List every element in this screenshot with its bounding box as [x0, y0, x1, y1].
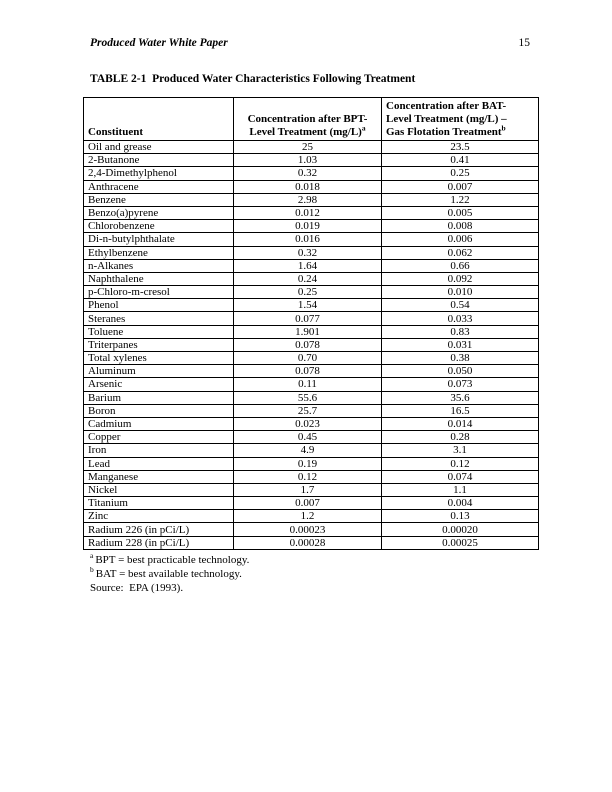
constituent-cell: Titanium [84, 497, 234, 510]
constituent-cell: Barium [84, 391, 234, 404]
bat-value-cell: 0.38 [382, 352, 539, 365]
bat-value-cell: 0.00020 [382, 523, 539, 536]
bpt-value-cell: 0.00023 [234, 523, 382, 536]
bpt-value-cell: 0.12 [234, 470, 382, 483]
bpt-value-cell: 0.24 [234, 272, 382, 285]
table-row [84, 167, 539, 180]
bpt-value-cell: 0.11 [234, 378, 382, 391]
bat-value-cell: 0.074 [382, 470, 539, 483]
column-header-bpt: Concentration after BPT- Level Treatment $(mg/L)^a$ [234, 98, 382, 141]
bat-value-cell: 35.6 [382, 391, 539, 404]
footnote-a [90, 553, 530, 567]
constituent-cell: p-Chloro-m-cresol [84, 286, 234, 299]
bat-value-cell: 23.5 [382, 141, 539, 154]
bat-value-cell: 0.12 [382, 457, 539, 470]
table-row [84, 483, 539, 496]
bpt-value-cell: 0.012 [234, 206, 382, 219]
table-row [84, 444, 539, 457]
table-row [84, 417, 539, 430]
bat-value-cell: 0.83 [382, 325, 539, 338]
table-row [84, 259, 539, 272]
bpt-value-cell: 1.901 [234, 325, 382, 338]
constituent-cell: Copper [84, 431, 234, 444]
bat-value-cell: 16.5 [382, 404, 539, 417]
constituent-cell: Ethylbenzene [84, 246, 234, 259]
constituent-cell: Nickel [84, 483, 234, 496]
table-row [84, 523, 539, 536]
table-row [84, 404, 539, 417]
bat-value-cell: 0.031 [382, 338, 539, 351]
constituent-cell: Arsenic [84, 378, 234, 391]
constituent-cell: n-Alkanes [84, 259, 234, 272]
bpt-value-cell: 0.32 [234, 246, 382, 259]
constituent-cell: Iron [84, 444, 234, 457]
table-row [84, 220, 539, 233]
bat-value-cell: 0.008 [382, 220, 539, 233]
bat-value-cell: 0.66 [382, 259, 539, 272]
constituent-cell: Triterpanes [84, 338, 234, 351]
bat-value-cell: 1.1 [382, 483, 539, 496]
header-superscript-a: a [361, 123, 366, 133]
bat-value-cell: 0.050 [382, 365, 539, 378]
footnote-a-marker: a [90, 551, 94, 561]
table-row [84, 431, 539, 444]
constituent-cell: Benzo(a)pyrene [84, 206, 234, 219]
constituent-cell: Total xylenes [84, 352, 234, 365]
column-header-bat: Concentration after BAT- Level Treatment (mg/L) – Gas Flotation Treatment$^b$ [382, 98, 539, 141]
bat-value-cell: 0.073 [382, 378, 539, 391]
table-row [84, 536, 539, 549]
constituent-cell: Oil and grease [84, 141, 234, 154]
constituent-cell: Radium 228 (in pCi/L) [84, 536, 234, 549]
bpt-value-cell: 0.016 [234, 233, 382, 246]
table-body [84, 141, 539, 550]
bat-value-cell: 0.092 [382, 272, 539, 285]
bpt-value-cell: 0.45 [234, 431, 382, 444]
bpt-value-cell: 25.7 [234, 404, 382, 417]
bat-value-cell: 0.007 [382, 180, 539, 193]
constituent-cell: Phenol [84, 299, 234, 312]
bpt-value-cell: 1.64 [234, 259, 382, 272]
bat-value-cell: 0.033 [382, 312, 539, 325]
bat-value-cell: 0.010 [382, 286, 539, 299]
table-row [84, 193, 539, 206]
bat-value-cell: 0.014 [382, 417, 539, 430]
footnote-b [90, 567, 530, 581]
constituent-cell: Zinc [84, 510, 234, 523]
table-row [84, 378, 539, 391]
table-header-row [84, 98, 539, 141]
bat-value-cell: 0.00025 [382, 536, 539, 549]
constituent-cell: Toluene [84, 325, 234, 338]
table-row [84, 141, 539, 154]
data-table [83, 97, 539, 550]
table-row [84, 338, 539, 351]
table-row [84, 206, 539, 219]
header-superscript-b: b [501, 123, 506, 133]
bpt-value-cell: 1.7 [234, 483, 382, 496]
bat-value-cell: 0.28 [382, 431, 539, 444]
table-head [84, 98, 539, 141]
bat-value-cell: 0.006 [382, 233, 539, 246]
bpt-value-cell: 25 [234, 141, 382, 154]
running-header-title: Produced Water White Paper [90, 37, 228, 49]
constituent-cell: Aluminum [84, 365, 234, 378]
constituent-cell: Manganese [84, 470, 234, 483]
table-row [84, 299, 539, 312]
table-row [84, 470, 539, 483]
table-row [84, 233, 539, 246]
constituent-cell: Naphthalene [84, 272, 234, 285]
bpt-value-cell: 0.077 [234, 312, 382, 325]
table-row [84, 457, 539, 470]
bat-value-cell: 0.41 [382, 154, 539, 167]
bpt-value-cell: 1.03 [234, 154, 382, 167]
bpt-value-cell: 2.98 [234, 193, 382, 206]
bpt-value-cell: 4.9 [234, 444, 382, 457]
bpt-value-cell: 0.70 [234, 352, 382, 365]
bpt-value-cell: 1.2 [234, 510, 382, 523]
bpt-value-cell: 0.078 [234, 365, 382, 378]
bpt-value-cell: 0.018 [234, 180, 382, 193]
bpt-value-cell: 0.078 [234, 338, 382, 351]
table-row [84, 154, 539, 167]
bpt-value-cell: 0.019 [234, 220, 382, 233]
table-row [84, 246, 539, 259]
bat-value-cell: 0.54 [382, 299, 539, 312]
bat-value-cell: 0.005 [382, 206, 539, 219]
table-row [84, 352, 539, 365]
constituent-cell: 2-Butanone [84, 154, 234, 167]
bpt-value-cell: 1.54 [234, 299, 382, 312]
bpt-value-cell: 0.023 [234, 417, 382, 430]
footnote-b-marker: b [90, 565, 94, 575]
constituent-cell: Di-n-butylphthalate [84, 233, 234, 246]
constituent-cell: Chlorobenzene [84, 220, 234, 233]
bpt-value-cell: 0.19 [234, 457, 382, 470]
table-row [84, 272, 539, 285]
bat-value-cell: 0.25 [382, 167, 539, 180]
table-row [84, 365, 539, 378]
constituent-cell: Cadmium [84, 417, 234, 430]
column-header-constituent: Constituent [84, 98, 234, 141]
bat-value-cell: 1.22 [382, 193, 539, 206]
constituent-cell: Radium 226 (in pCi/L) [84, 523, 234, 536]
table-row [84, 325, 539, 338]
footnote-b-text: BAT = best available technology. [95, 567, 242, 580]
table-title: TABLE 2-1 Produced Water Characteristics Following Treatment [90, 73, 416, 85]
table-row [84, 180, 539, 193]
bpt-value-cell: 0.007 [234, 497, 382, 510]
constituent-cell: Anthracene [84, 180, 234, 193]
page-number: 15 [518, 37, 530, 49]
constituent-cell: Benzene [84, 193, 234, 206]
bat-value-cell: 0.13 [382, 510, 539, 523]
footnotes [90, 553, 530, 595]
bat-value-cell: 0.004 [382, 497, 539, 510]
table-row [84, 312, 539, 325]
source-line: Source: EPA (1993). [90, 581, 184, 594]
table-row [84, 391, 539, 404]
bpt-value-cell: 0.32 [234, 167, 382, 180]
footnote-a-text: BPT = best practicable technology. [95, 553, 250, 566]
table-row [84, 497, 539, 510]
constituent-cell: 2,4-Dimethylphenol [84, 167, 234, 180]
running-header [90, 36, 530, 50]
bpt-value-cell: 0.00028 [234, 536, 382, 549]
table-row [84, 510, 539, 523]
constituent-cell: Boron [84, 404, 234, 417]
bpt-value-cell: 55.6 [234, 391, 382, 404]
constituent-cell: Lead [84, 457, 234, 470]
bat-value-cell: 0.062 [382, 246, 539, 259]
bat-value-cell: 3.1 [382, 444, 539, 457]
constituent-cell: Steranes [84, 312, 234, 325]
table-row [84, 286, 539, 299]
bpt-value-cell: 0.25 [234, 286, 382, 299]
